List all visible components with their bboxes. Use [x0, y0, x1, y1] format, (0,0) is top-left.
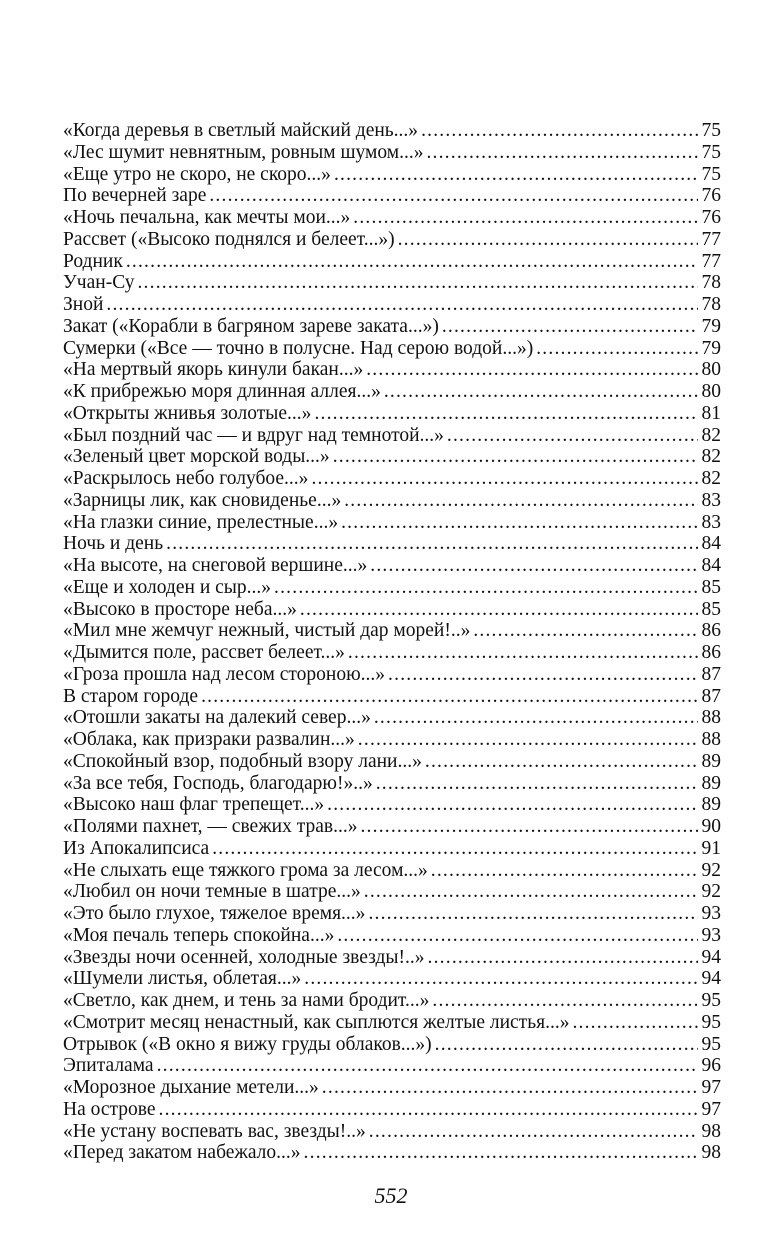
toc-entry-page: 92 — [701, 859, 721, 881]
toc-entry-page: 94 — [701, 946, 721, 968]
dot-leader — [447, 425, 698, 447]
toc-entry — [63, 425, 721, 447]
toc-entry-title: Сумерки («Все — точно в полусне. Над серою водой...») — [63, 337, 534, 359]
dot-leader — [358, 729, 698, 751]
toc-entry-page: 83 — [701, 511, 721, 533]
toc-entry-page: 89 — [701, 750, 721, 772]
toc-entry-title: «Высоко наш флаг трепещет...» — [63, 794, 325, 816]
toc-entry-page: 97 — [701, 1077, 721, 1098]
dot-leader — [473, 620, 697, 642]
toc-entry-title: Закат («Корабли в багряном зареве заката...») — [63, 315, 439, 337]
dot-leader — [166, 533, 697, 555]
toc-entry-title: Из Апокалипсиса — [63, 837, 210, 859]
toc-entry-page: 86 — [701, 620, 721, 642]
dot-leader — [311, 468, 697, 490]
dot-leader — [428, 947, 698, 969]
toc-entry-page: 88 — [701, 707, 721, 729]
toc-entry — [63, 620, 721, 642]
toc-entry-title: «Когда деревья в светлый майский день...» — [63, 120, 419, 141]
toc-entry — [63, 207, 721, 229]
toc-entry — [63, 490, 721, 512]
toc-entry — [63, 381, 721, 403]
toc-entry-title: «Светло, как днем, и тень за нами бродит...» — [63, 990, 430, 1011]
toc-entry-title: Зной — [63, 294, 104, 315]
toc-entry — [63, 686, 721, 708]
dot-leader — [341, 512, 697, 534]
toc-entry-title: «Облака, как призраки развалин...» — [63, 729, 355, 750]
dot-leader — [137, 272, 697, 294]
toc-entry — [63, 316, 721, 338]
dot-leader — [201, 686, 697, 708]
toc-entry — [63, 251, 721, 273]
toc-entry-page: 89 — [701, 794, 721, 816]
dot-leader — [304, 1142, 698, 1164]
toc-entry-title: Учан-Су — [63, 272, 135, 294]
toc-entry-page: 97 — [701, 1098, 721, 1120]
dot-leader — [159, 1099, 698, 1121]
dot-leader — [366, 359, 697, 381]
dot-leader — [421, 120, 697, 142]
toc-entry-page: 86 — [701, 642, 721, 663]
toc-entry-title: «Это было глухое, тяжелое время...» — [63, 903, 366, 924]
toc-entry — [63, 555, 721, 577]
toc-entry-title: «Высоко в просторе неба...» — [63, 598, 297, 620]
toc-entry-page: 77 — [701, 228, 721, 250]
toc-entry — [63, 164, 721, 186]
toc-entry-title: «Еще и холоден и сыр...» — [63, 576, 272, 598]
toc-entry — [63, 751, 721, 773]
dot-leader — [344, 490, 697, 512]
toc-entry — [63, 990, 721, 1012]
toc-entry-title: «Открыты жнивья золотые...» — [63, 402, 312, 424]
dot-leader — [304, 968, 697, 990]
toc-entry-page: 82 — [701, 424, 721, 446]
dot-leader — [425, 751, 698, 773]
toc-entry-page: 80 — [701, 381, 721, 402]
toc-entry-title: «На мертвый якорь кинули бакан...» — [63, 359, 364, 381]
dot-leader — [442, 316, 698, 338]
toc-entry-page: 98 — [701, 1120, 721, 1142]
toc-entry-title: Ночь и день — [63, 533, 164, 555]
dot-leader — [327, 794, 697, 816]
toc-entry-title: «Зеленый цвет морской воды...» — [63, 446, 330, 468]
toc-entry — [63, 860, 721, 882]
toc-entry-title: Родник — [63, 250, 123, 272]
toc-entry-title: На острове — [63, 1098, 156, 1120]
dot-leader — [384, 381, 698, 403]
toc-entry — [63, 533, 721, 555]
toc-entry-title: «Не устану воспевать вас, звезды!..» — [63, 1120, 366, 1142]
dot-leader — [300, 599, 698, 621]
dot-leader — [364, 881, 698, 903]
dot-leader — [398, 229, 698, 251]
dot-leader — [353, 207, 697, 229]
toc-entry-page: 96 — [701, 1055, 721, 1077]
dot-leader — [337, 925, 697, 947]
dot-leader — [376, 773, 698, 795]
toc-entry-page: 75 — [701, 120, 721, 141]
toc-entry-page: 78 — [701, 272, 721, 294]
toc-entry-page: 77 — [701, 250, 721, 272]
toc-entry — [63, 185, 721, 207]
toc-entry — [63, 773, 721, 795]
toc-entry-page: 88 — [701, 729, 721, 750]
toc-entry-page: 85 — [701, 576, 721, 598]
table-of-contents — [63, 120, 721, 1164]
toc-entry — [63, 120, 721, 142]
dot-leader — [360, 816, 697, 838]
toc-entry-page: 89 — [701, 772, 721, 794]
toc-entry — [63, 1142, 721, 1164]
toc-entry-page: 76 — [701, 207, 721, 228]
dot-leader — [209, 185, 697, 207]
toc-entry-title: «Полями пахнет, — свежих трав...» — [63, 816, 358, 837]
toc-entry-page: 85 — [701, 598, 721, 620]
toc-entry — [63, 359, 721, 381]
toc-entry — [63, 642, 721, 664]
dot-leader — [322, 1077, 698, 1099]
toc-entry — [63, 512, 721, 534]
toc-entry-title: «На глазки синие, прелестные...» — [63, 511, 339, 533]
toc-entry-page: 79 — [701, 337, 721, 359]
toc-entry-title: «Морозное дыхание метели...» — [63, 1077, 319, 1098]
dot-leader — [126, 251, 698, 273]
toc-entry-title: Эпиталама — [63, 1055, 154, 1077]
toc-entry-title: «К прибрежью моря длинная аллея...» — [63, 381, 381, 402]
toc-entry — [63, 1034, 721, 1056]
toc-entry-page: 82 — [701, 468, 721, 489]
toc-entry-title: «Зарницы лик, как сновиденье...» — [63, 489, 342, 511]
toc-entry-page: 76 — [701, 185, 721, 207]
toc-entry — [63, 1077, 721, 1099]
toc-entry-page: 93 — [701, 924, 721, 946]
dot-leader — [157, 1055, 698, 1077]
dot-leader — [370, 555, 697, 577]
toc-entry-page: 95 — [701, 990, 721, 1011]
toc-entry — [63, 947, 721, 969]
toc-entry-title: Рассвет («Высоко поднялся и белеет...») — [63, 228, 395, 250]
toc-entry-title: «Ночь печальна, как мечты мои...» — [63, 207, 351, 228]
dot-leader — [333, 446, 698, 468]
toc-entry-page: 92 — [701, 881, 721, 903]
toc-entry-page: 87 — [701, 685, 721, 707]
toc-entry — [63, 1012, 721, 1034]
toc-entry-title: В старом городе — [63, 685, 199, 707]
toc-entry-page: 75 — [701, 141, 721, 163]
toc-entry-page: 98 — [701, 1142, 721, 1164]
toc-entry-title: «Звезды ночи осенней, холодные звезды!..» — [63, 946, 425, 968]
toc-entry — [63, 816, 721, 838]
toc-entry-title: «Шумели листья, облетая...» — [63, 968, 302, 990]
toc-entry-title: «За все тебя, Господь, благодарю!»..» — [63, 772, 373, 794]
dot-leader — [368, 903, 697, 925]
toc-entry — [63, 294, 721, 316]
toc-entry — [63, 1099, 721, 1121]
toc-entry-title: «Смотрит месяц ненастный, как сыплются желтые листья...» — [63, 1011, 570, 1033]
toc-entry — [63, 1055, 721, 1077]
toc-entry — [63, 881, 721, 903]
toc-entry — [63, 272, 721, 294]
toc-entry — [63, 1121, 721, 1143]
toc-entry — [63, 968, 721, 990]
toc-entry — [63, 142, 721, 164]
dot-leader — [334, 164, 698, 186]
toc-entry — [63, 664, 721, 686]
toc-entry-page: 87 — [701, 663, 721, 685]
toc-entry-page: 93 — [701, 903, 721, 924]
toc-entry-title: «Моя печаль теперь спокойна...» — [63, 924, 335, 946]
toc-entry — [63, 729, 721, 751]
toc-entry-page: 80 — [701, 359, 721, 381]
toc-entry-title: «Любил он ночи темные в шатре...» — [63, 881, 361, 903]
toc-entry-title: «Еще утро не скоро, не скоро...» — [63, 163, 331, 185]
toc-entry-page: 95 — [701, 1033, 721, 1055]
toc-entry — [63, 599, 721, 621]
dot-leader — [536, 338, 697, 360]
dot-leader — [431, 860, 698, 882]
toc-entry-title: «Гроза прошла над лесом стороною...» — [63, 663, 386, 685]
toc-entry-page: 91 — [701, 837, 721, 859]
toc-entry-page: 83 — [701, 489, 721, 511]
dot-leader — [106, 294, 697, 316]
toc-entry-page: 75 — [701, 163, 721, 185]
toc-entry — [63, 403, 721, 425]
toc-entry-page: 81 — [701, 402, 721, 424]
toc-entry — [63, 838, 721, 860]
dot-leader — [426, 142, 697, 164]
toc-entry-title: «Перед закатом набежало...» — [63, 1142, 301, 1164]
toc-entry-title: «Мил мне жемчуг нежный, чистый дар морей!..» — [63, 620, 471, 642]
toc-entry-title: «Раскрылось небо голубое...» — [63, 468, 309, 489]
toc-entry-page: 79 — [701, 315, 721, 337]
toc-entry-title: «Не слыхать еще тяжкого грома за лесом...» — [63, 859, 428, 881]
dot-leader — [369, 1121, 698, 1143]
toc-entry-title: «Был поздний час — и вдруг над темнотой...» — [63, 424, 444, 446]
toc-entry-title: «На высоте, на снеговой вершине...» — [63, 555, 368, 576]
toc-entry-title: По вечерней заре — [63, 185, 207, 207]
dot-leader — [348, 642, 698, 664]
toc-entry-page: 90 — [701, 816, 721, 837]
toc-entry — [63, 925, 721, 947]
dot-leader — [388, 664, 697, 686]
dot-leader — [212, 838, 697, 860]
page-number: 552 — [374, 1183, 408, 1208]
toc-entry — [63, 577, 721, 599]
toc-entry-title: «Отошли закаты на далекий север...» — [63, 707, 371, 729]
toc-entry-page: 84 — [701, 555, 721, 576]
dot-leader — [432, 990, 697, 1012]
toc-entry-page: 78 — [701, 294, 721, 315]
toc-entry-page: 84 — [701, 533, 721, 555]
toc-entry — [63, 446, 721, 468]
toc-entry-title: «Спокойный взор, подобный взору лани...» — [63, 750, 422, 772]
toc-entry — [63, 468, 721, 490]
toc-entry-page: 94 — [701, 968, 721, 990]
toc-entry-title: Отрывок («В окно я вижу груды облаков...») — [63, 1033, 432, 1055]
toc-entry — [63, 707, 721, 729]
dot-leader — [314, 403, 697, 425]
toc-entry-page: 95 — [701, 1011, 721, 1033]
toc-entry-title: «Дымится поле, рассвет белеет...» — [63, 642, 345, 663]
toc-entry — [63, 229, 721, 251]
toc-entry — [63, 794, 721, 816]
dot-leader — [374, 707, 698, 729]
toc-entry — [63, 338, 721, 360]
toc-entry — [63, 903, 721, 925]
dot-leader — [572, 1012, 697, 1034]
dot-leader — [435, 1034, 698, 1056]
toc-entry-title: «Лес шумит невнятным, ровным шумом...» — [63, 141, 424, 163]
dot-leader — [274, 577, 697, 599]
toc-entry-page: 82 — [701, 446, 721, 468]
